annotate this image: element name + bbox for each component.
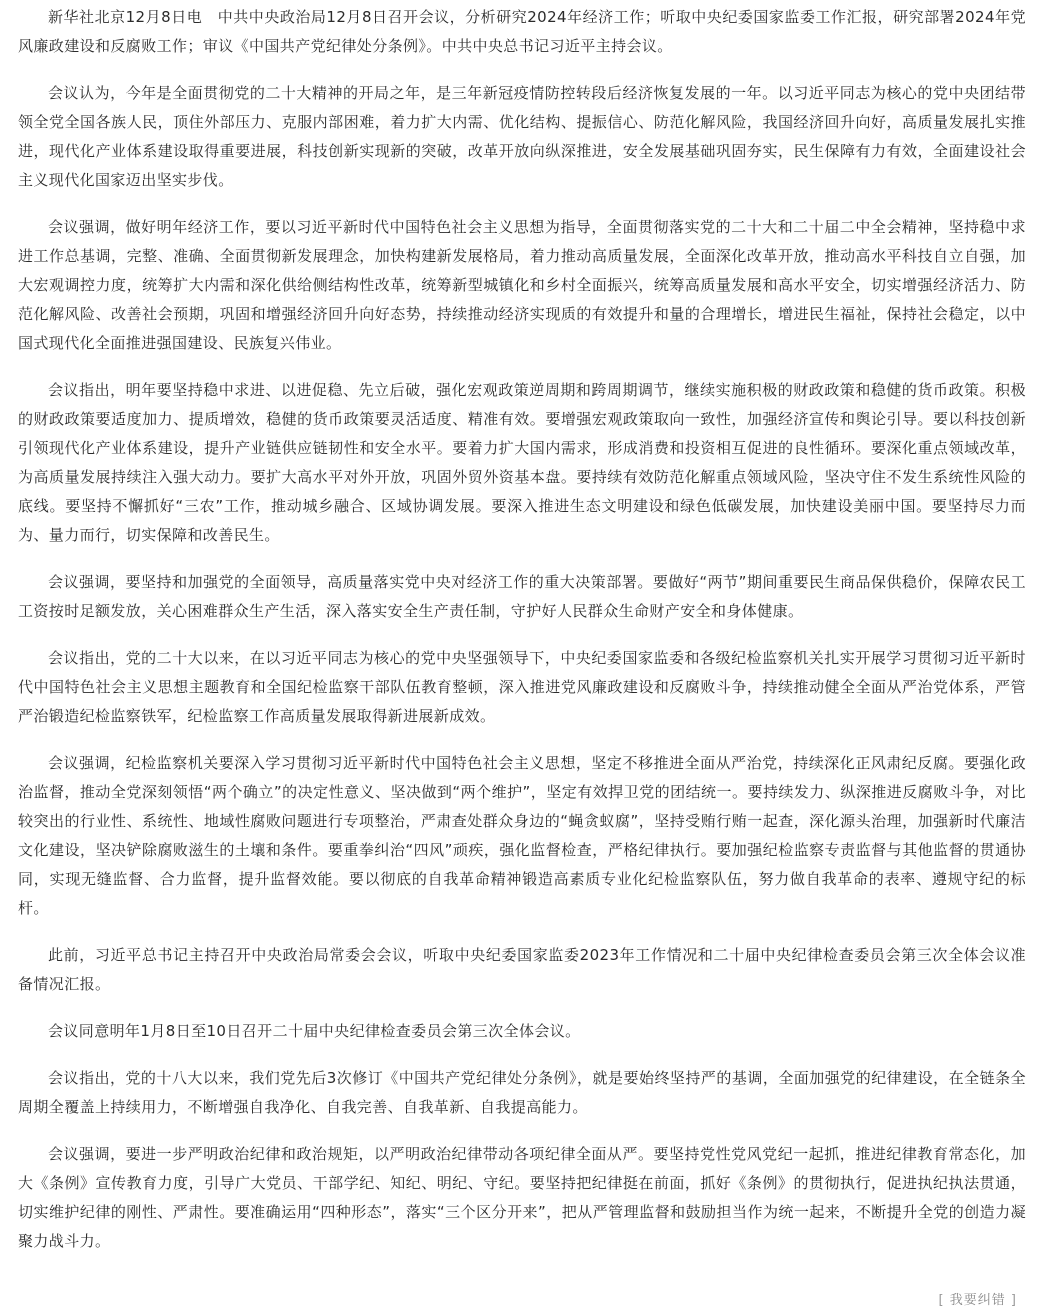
bracket-close: ] [1010,1293,1017,1308]
article-paragraph: 会议指出，明年要坚持稳中求进、以进促稳、先立后破，强化宏观政策逆周期和跨周期调节，继续实施积极的财政政策和稳健的货币政策。积极的财政政策要适度加力、提质增效，稳健的货币政策要灵活适度、精准有效。要增强宏观政策取向一致性，加强经济宣传和舆论引导。要以科技创新引领现代化产业体系建设，提升产业链供应链韧性和安全水平。要着力扩大国内需求，形成消费和投资相互促进的良性循环。要深化重点领域改革，为高质量发展持续注入强大动力。要扩大高水平对外开放，巩固外贸外资基本盘。要持续有效防范化解重点领域风险，坚决守住不发生系统性风险的底线。要坚持不懈抓好“三农”工作，推动城乡融合、区域协调发展。要深入推进生态文明建设和绿色低碳发展，加快建设美丽中国。要坚持尽力而为、量力而行，切实保障和改善民生。 [18,381,1026,544]
article-paragraph: 会议强调，要坚持和加强党的全面领导，高质量落实党中央对经济工作的重大决策部署。要做好“两节”期间重要民生商品保供稳价，保障农民工工资按时足额发放，关心困难群众生产生活，深入落实安全生产责任制，守护好人民群众生命财产安全和身体健康。 [18,573,1026,620]
article-paragraph: 会议指出，党的二十大以来，在以习近平同志为核心的党中央坚强领导下，中央纪委国家监委和各级纪检监察机关扎实开展学习贯彻习近平新时代中国特色社会主义思想主题教育和全国纪检监察干部队伍教育整顿，深入推进党风廉政建设和反腐败斗争，持续推动健全全面从严治党体系，严管严治锻造纪检监察铁军，纪检监察工作高质量发展取得新进展新成效。 [18,649,1026,725]
article-paragraph: 会议强调，做好明年经济工作，要以习近平新时代中国特色社会主义思想为指导，全面贯彻落实党的二十大和二十届二中全会精神，坚持稳中求进工作总基调，完整、准确、全面贯彻新发展理念，加快构建新发展格局，着力推动高质量发展，全面深化改革开放，推动高水平科技自立自强，加大宏观调控力度，统筹扩大内需和深化供给侧结构性改革，统筹新型城镇化和乡村全面振兴，统筹高质量发展和高水平安全，切实增强经济活力、防范化解风险、改善社会预期，巩固和增强经济回升向好态势，持续推动经济实现质的有效提升和量的合理增长，增进民生福祉，保持社会稳定，以中国式现代化全面推进强国建设、民族复兴伟业。 [18,218,1026,352]
article-body [18,0,1026,1274]
article-paragraph: 此前，习近平总书记主持召开中央政治局常委会会议，听取中央纪委国家监委2023年工作情况和二十届中央纪律检查委员会第三次全体会议准备情况汇报。 [18,946,1026,993]
report-error-link[interactable] [939,1289,1017,1308]
article-paragraph: 会议强调，纪检监察机关要深入学习贯彻习近平新时代中国特色社会主义思想，坚定不移推进全面从严治党，持续深化正风肃纪反腐。要强化政治监督，推动全党深刻领悟“两个确立”的决定性意义、坚决做到“两个维护”，坚定有效捍卫党的团结统一。要持续发力、纵深推进反腐败斗争，对比较突出的行业性、系统性、地域性腐败问题进行专项整治，严肃查处群众身边的“蝇贪蚁腐”，坚持受贿行贿一起查，深化源头治理，加强新时代廉洁文化建设，坚决铲除腐败滋生的土壤和条件。要重拳纠治“四风”顽疾，强化监督检查，严格纪律执行。要加强纪检监察专责监督与其他监督的贯通协同，实现无缝监督、合力监督，提升监督效能。要以彻底的自我革命精神锻造高素质专业化纪检监察队伍，努力做自我革命的表率、遵规守纪的标杆。 [18,754,1026,917]
article-paragraph: 新华社北京12月8日电 中共中央政治局12月8日召开会议，分析研究2024年经济工作；听取中央纪委国家监委工作汇报，研究部署2024年党风廉政建设和反腐败工作；审议《中国共产党纪律处分条例》。中共中央总书记习近平主持会议。 [18,8,1026,55]
report-error-label[interactable]: 我要纠错 [949,1293,1006,1308]
bracket-open: [ [938,1293,945,1308]
article-paragraph: 会议认为，今年是全面贯彻党的二十大精神的开局之年，是三年新冠疫情防控转段后经济恢复发展的一年。以习近平同志为核心的党中央团结带领全党全国各族人民，顶住外部压力、克服内部困难，着力扩大内需、优化结构、提振信心、防范化解风险，我国经济回升向好，高质量发展扎实推进，现代化产业体系建设取得重要进展，科技创新实现新的突破，改革开放向纵深推进，安全发展基础巩固夯实，民生保障有力有效，全面建设社会主义现代化国家迈出坚实步伐。 [18,84,1026,189]
article-paragraph: 会议同意明年1月8日至10日召开二十届中央纪律检查委员会第三次全体会议。 [48,1022,581,1040]
article-paragraph: 会议强调，要进一步严明政治纪律和政治规矩，以严明政治纪律带动各项纪律全面从严。要坚持党性党风党纪一起抓，推进纪律教育常态化，加大《条例》宣传教育力度，引导广大党员、干部学纪、知纪、明纪、守纪。要坚持把纪律挺在前面，抓好《条例》的贯彻执行，促进执纪执法贯通，切实维护纪律的刚性、严肃性。要准确运用“四种形态”，落实“三个区分开来”，把从严管理监督和鼓励担当作为统一起来，不断提升全党的创造力凝聚力战斗力。 [18,1145,1026,1250]
article-paragraph: 会议指出，党的十八大以来，我们党先后3次修订《中国共产党纪律处分条例》，就是要始终坚持严的基调，全面加强党的纪律建设，在全链条全周期全覆盖上持续用力，不断增强自我净化、自我完善、自我革新、自我提高能力。 [18,1069,1026,1116]
